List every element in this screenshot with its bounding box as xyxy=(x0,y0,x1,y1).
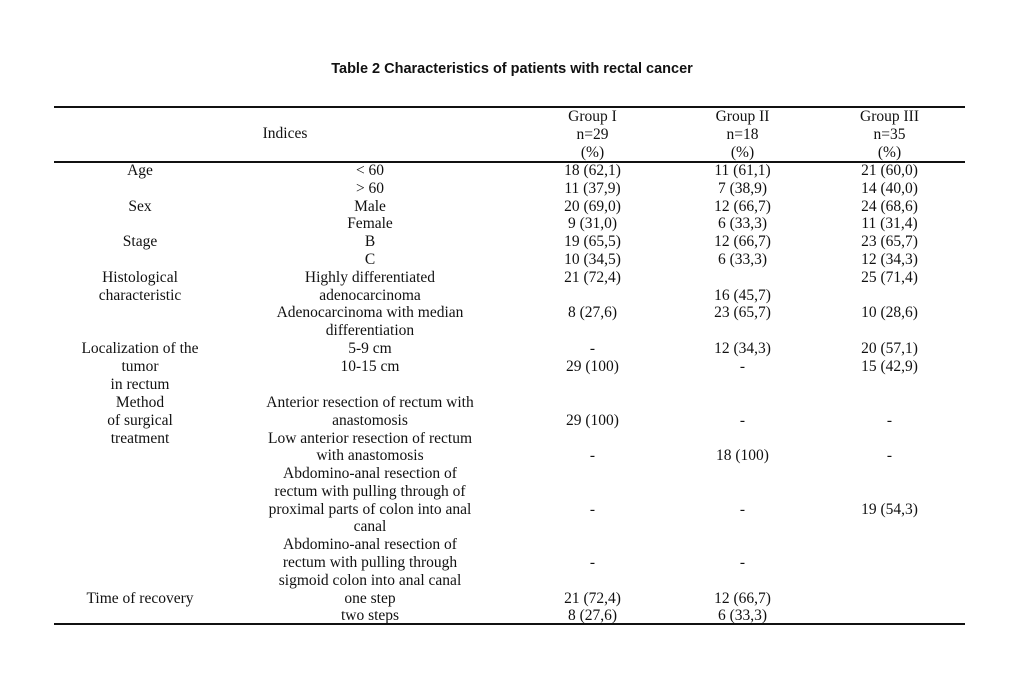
cell-low-ant-g3: - xyxy=(886,447,893,464)
cell-median-g2: 23 (65,7) xyxy=(714,304,771,321)
index-loc-5-9: 5-9 cm xyxy=(348,340,392,357)
cell-female-g2: 6 (33,3) xyxy=(717,215,768,232)
header-group-3-n: n=35 xyxy=(873,126,906,143)
index-abd-prox-4: canal xyxy=(353,518,387,535)
header-group-3-unit: (%) xyxy=(877,144,902,161)
index-one-step: one step xyxy=(344,590,396,607)
cell-stage-c-g1: 10 (34,5) xyxy=(564,251,621,268)
label-method-3: treatment xyxy=(110,430,170,447)
cell-loc-10-15-g2: - xyxy=(739,358,746,375)
index-stage-c: C xyxy=(364,251,376,268)
cell-loc-5-9-g1: - xyxy=(589,340,596,357)
cell-loc-10-15-g1: 29 (100) xyxy=(566,358,619,375)
cell-age-gt60-g2: 7 (38,9) xyxy=(717,180,768,197)
cell-female-g1: 9 (31,0) xyxy=(567,215,618,232)
cell-stage-b-g1: 19 (65,5) xyxy=(564,233,621,250)
label-method-1: Method xyxy=(115,394,165,411)
index-two-steps: two steps xyxy=(340,607,400,624)
cell-stage-b-g3: 23 (65,7) xyxy=(861,233,918,250)
cell-age-lt60-g1: 18 (62,1) xyxy=(564,162,621,179)
index-female: Female xyxy=(347,215,393,232)
index-highly-2: adenocarcinoma xyxy=(319,287,421,304)
label-recovery: Time of recovery xyxy=(86,590,194,607)
index-highly-1: Highly differentiated xyxy=(304,269,436,286)
cell-loc-10-15-g3: 15 (42,9) xyxy=(861,358,918,375)
cell-one-step-g1: 21 (72,4) xyxy=(564,590,621,607)
index-abd-sig-2: rectum with pulling through xyxy=(282,554,458,571)
label-localization-3: in rectum xyxy=(110,376,170,393)
cell-abd-sig-g1: - xyxy=(589,554,596,571)
label-localization-2: tumor xyxy=(121,358,159,375)
index-median-2: differentiation xyxy=(325,322,415,339)
label-age: Age xyxy=(127,162,153,179)
cell-age-lt60-g3: 21 (60,0) xyxy=(861,162,918,179)
cell-female-g3: 11 (31,4) xyxy=(861,215,918,232)
index-abd-prox-1: Abdomino-anal resection of xyxy=(283,465,457,482)
header-group-1-n: n=29 xyxy=(576,126,609,143)
cell-two-steps-g1: 8 (27,6) xyxy=(567,607,618,624)
header-group-1-unit: (%) xyxy=(580,144,605,161)
cell-abd-sig-g2: - xyxy=(739,554,746,571)
label-histology-1: Histological xyxy=(102,269,178,286)
index-ant-res-1: Anterior resection of rectum with xyxy=(266,394,474,411)
cell-age-lt60-g2: 11 (61,1) xyxy=(714,162,771,179)
label-histology-2: characteristic xyxy=(98,287,182,304)
cell-abd-prox-g3: 19 (54,3) xyxy=(861,501,918,518)
table-title: Table 2 Characteristics of patients with rectal cancer xyxy=(331,61,693,77)
index-low-ant-2: with anastomosis xyxy=(316,447,424,464)
index-age-gt60: > 60 xyxy=(355,180,385,197)
cell-highly-g1: 21 (72,4) xyxy=(564,269,621,286)
cell-male-g3: 24 (68,6) xyxy=(861,198,918,215)
cell-stage-c-g2: 6 (33,3) xyxy=(717,251,768,268)
cell-ant-res-g1: 29 (100) xyxy=(566,412,619,429)
index-stage-b: B xyxy=(364,233,376,250)
header-group-1-name: Group I xyxy=(568,108,617,125)
cell-abd-prox-g2: - xyxy=(739,501,746,518)
index-low-ant-1: Low anterior resection of rectum xyxy=(268,430,472,447)
index-age-lt60: < 60 xyxy=(355,162,385,179)
index-ant-res-2: anastomosis xyxy=(332,412,408,429)
cell-median-g3: 10 (28,6) xyxy=(861,304,918,321)
cell-one-step-g2: 12 (66,7) xyxy=(714,590,771,607)
label-sex: Sex xyxy=(128,198,152,215)
header-indices: Indices xyxy=(262,125,308,142)
cell-stage-b-g2: 12 (66,7) xyxy=(714,233,771,250)
header-group-2-name: Group II xyxy=(715,108,770,125)
index-median-1: Adenocarcinoma with median xyxy=(276,304,464,321)
cell-male-g1: 20 (69,0) xyxy=(564,198,621,215)
cell-highly-g3: 25 (71,4) xyxy=(861,269,918,286)
cell-loc-5-9-g2: 12 (34,3) xyxy=(714,340,771,357)
cell-abd-prox-g1: - xyxy=(589,501,596,518)
index-abd-sig-1: Abdomino-anal resection of xyxy=(283,536,457,553)
index-abd-sig-3: sigmoid colon into anal canal xyxy=(278,572,462,589)
header-group-2-unit: (%) xyxy=(730,144,755,161)
index-loc-10-15: 10-15 cm xyxy=(340,358,400,375)
cell-male-g2: 12 (66,7) xyxy=(714,198,771,215)
header-group-2-n: n=18 xyxy=(726,126,759,143)
cell-two-steps-g2: 6 (33,3) xyxy=(717,607,768,624)
cell-age-gt60-g1: 11 (37,9) xyxy=(564,180,621,197)
index-abd-prox-3: proximal parts of colon into anal xyxy=(268,501,472,518)
cell-age-gt60-g3: 14 (40,0) xyxy=(861,180,918,197)
label-localization-1: Localization of the xyxy=(81,340,199,357)
cell-ant-res-g2: - xyxy=(739,412,746,429)
label-stage: Stage xyxy=(122,233,158,250)
cell-highly-g2: 16 (45,7) xyxy=(714,287,771,304)
cell-low-ant-g1: - xyxy=(589,447,596,464)
label-method-2: of surgical xyxy=(107,412,173,429)
cell-stage-c-g3: 12 (34,3) xyxy=(861,251,918,268)
index-male: Male xyxy=(354,198,386,215)
index-abd-prox-2: rectum with pulling through of xyxy=(274,483,466,500)
cell-ant-res-g3: - xyxy=(886,412,893,429)
cell-median-g1: 8 (27,6) xyxy=(567,304,618,321)
cell-low-ant-g2: 18 (100) xyxy=(716,447,769,464)
header-group-3-name: Group III xyxy=(860,108,919,125)
cell-loc-5-9-g3: 20 (57,1) xyxy=(861,340,918,357)
